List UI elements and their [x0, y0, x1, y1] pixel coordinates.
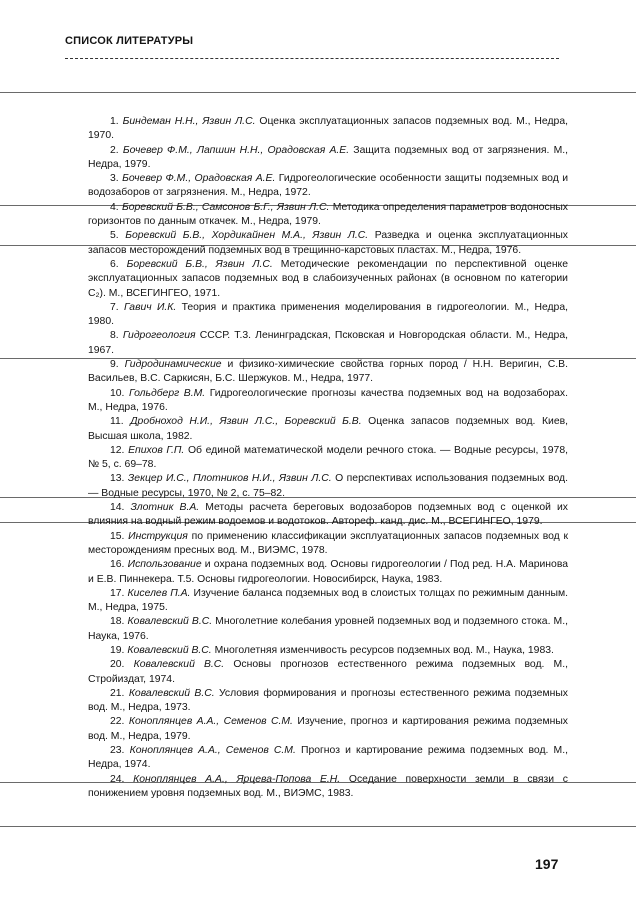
reference-authors: Коноплянцев А.А., Семенов С.М.: [128, 716, 293, 728]
reference-text: Оседание поверхности земли в связи с понижением уровня подземных вод. М., ВИЭМС, 1983.: [88, 773, 569, 799]
reference-text: Методы расчета береговых водозаборов подземных вод с оценкой их влияния на водный режим водоемов и водотоков. Автореф. канд. дис. М., ВСЕГИНГЕО, 1979.: [88, 502, 569, 528]
reference-entry: [88, 329, 568, 358]
reference-authors: Бочевер Ф.М., Орадовская А.Е.: [122, 173, 276, 185]
reference-number: 23.: [110, 745, 125, 757]
reference-number: 10.: [110, 387, 125, 399]
reference-authors: Гольдберг В.М.: [129, 387, 206, 399]
scan-line: [0, 92, 636, 93]
page-number: 197: [535, 856, 559, 872]
reference-entry: [88, 201, 568, 230]
reference-text: Условия формирования и прогнозы естественного режима подземных вод. М., Недра, 1973.: [88, 687, 568, 714]
reference-number: 4.: [110, 201, 119, 213]
reference-entry: [88, 530, 568, 559]
reference-number: 17.: [110, 587, 125, 599]
reference-text: Оценка запасов подземных вод. Киев, Высшая школа, 1982.: [88, 416, 569, 442]
reference-entry: [88, 172, 568, 201]
reference-text: Гидрогеологические прогнозы качества подземных вод на водозаборах. М., Недра, 1976.: [88, 387, 569, 413]
reference-number: 15.: [110, 530, 125, 542]
reference-entry: [88, 558, 568, 587]
reference-authors: Гавич И.К.: [123, 301, 177, 313]
reference-text: Основы прогнозов естественного режима подземных вод. М., Стройиздат, 1974.: [88, 659, 568, 685]
reference-text: Методические рекомендации по перспективной оценке эксплуатационных запасов подземных вод в слабоизученных районах (в основном по категории С₂). М., ВСЕГИНГЕО, 1971.: [88, 258, 569, 299]
reference-authors: Использование: [127, 559, 202, 571]
reference-number: 9.: [110, 359, 119, 371]
reference-entry: [88, 258, 568, 301]
reference-number: 5.: [110, 230, 119, 242]
reference-text: Защита подземных вод от загрязнения. М., Недра, 1979.: [88, 144, 569, 170]
header-divider: [65, 58, 559, 59]
reference-number: 14.: [110, 502, 125, 514]
reference-number: 3.: [110, 173, 119, 185]
reference-authors: Инструкция: [128, 530, 188, 542]
reference-number: 7.: [110, 301, 119, 313]
reference-entry: [88, 658, 568, 687]
reference-number: 8.: [110, 330, 119, 342]
reference-number: 21.: [110, 687, 125, 699]
reference-number: 6.: [110, 258, 119, 270]
reference-entry: [88, 644, 568, 658]
reference-number: 11.: [110, 416, 124, 428]
reference-entry: [88, 415, 568, 444]
reference-entry: [88, 687, 568, 716]
section-title: СПИСОК ЛИТЕРАТУРЫ: [65, 35, 194, 47]
reference-text: Изучение баланса подземных вод в слоистых толщах по режимным данным. М., Недра, 1975.: [88, 587, 568, 614]
reference-text: и физико-химические свойства горных пород / Н.Н. Веригин, С.В. Васильев, В.С. Саркисян, Б.С. Шержуков. М., Недра, 1977.: [88, 359, 568, 385]
reference-number: 16.: [110, 559, 125, 571]
reference-authors: Боревский Б.В., Самсонов Б.Г., Язвин Л.С.: [121, 201, 330, 213]
reference-entry: [88, 387, 568, 416]
reference-entry: [88, 472, 568, 501]
reference-authors: Ковалевский В.С.: [133, 659, 225, 671]
reference-number: 19.: [110, 644, 125, 656]
reference-authors: Ковалевский В.С.: [127, 616, 213, 628]
reference-entry: [88, 773, 568, 802]
reference-number: 13.: [110, 473, 125, 485]
reference-text: О перспективах использования подземных вод. — Водные ресурсы, 1970, № 2, с. 75–82.: [88, 473, 569, 499]
reference-authors: Коноплянцев А.А., Ярцева-Попова Е.Н.: [133, 773, 341, 785]
reference-authors: Гидродинамические: [124, 359, 222, 371]
reference-authors: Боревский Б.В., Язвин Л.С.: [126, 258, 273, 270]
reference-text: Оценка эксплуатационных запасов подземных вод. М., Недра, 1970.: [88, 116, 568, 142]
reference-entry: [88, 144, 568, 173]
reference-text: СССР. Т.3. Ленинградская, Псковская и Новгородская области. М., Недра, 1967.: [88, 330, 569, 356]
reference-authors: Зекцер И.С., Плотников Н.И., Язвин Л.С.: [127, 473, 332, 485]
reference-number: 18.: [110, 616, 125, 628]
reference-entry: [88, 501, 568, 530]
reference-number: 1.: [110, 116, 119, 127]
reference-entry: [88, 715, 568, 744]
reference-text: Теория и практика применения моделирования в гидрогеологии. М., Недра, 1980.: [88, 301, 569, 328]
reference-number: 22.: [110, 716, 125, 728]
reference-text: Методика определения параметров водоносных горизонтов по данным откачек. М., Недра, 1979.: [88, 201, 568, 228]
reference-entry: [88, 444, 568, 473]
reference-entry: [88, 615, 568, 644]
reference-authors: Ковалевский В.С.: [128, 687, 215, 699]
reference-entry: [88, 115, 568, 144]
reference-entry: [88, 358, 568, 387]
reference-authors: Коноплянцев А.А., Семенов С.М.: [129, 745, 296, 757]
reference-text: Многолетние колебания уровней подземных вод и подземного стока. М., Наука, 1976.: [88, 616, 568, 642]
reference-text: Гидрогеологические особенности защиты подземных вод и водозаборов от загрязнения. М., Недра, 1972.: [88, 173, 568, 199]
reference-number: 12.: [110, 444, 125, 456]
reference-authors: Боревский Б.В., Хордикайнен М.А., Язвин Л.С.: [125, 230, 369, 242]
reference-text: Об единой математической модели речного стока. — Водные ресурсы, 1978, № 5, с. 69–78.: [88, 444, 568, 471]
scan-line: [0, 826, 636, 827]
reference-authors: Бочевер Ф.М., Лапшин Н.Н., Орадовская А.Е.: [122, 144, 350, 156]
reference-authors: Киселев П.А.: [127, 587, 191, 599]
reference-entry: [88, 229, 568, 258]
reference-text: и охрана подземных вод. Основы гидрогеологии / Под ред. Н.А. Маринова и Е.В. Пиннекера. Т.5. Основы гидрогеологии. Новосибирск, Наука, 1983.: [88, 559, 568, 585]
reference-authors: Дробноход Н.И., Язвин Л.С., Боревский Б.В.: [130, 416, 362, 428]
reference-text: Разведка и оценка эксплуатационных запасов месторождений подземных вод в трещинно-карстовых пластах. М., Недра, 1976.: [88, 230, 568, 256]
reference-list: [88, 115, 568, 801]
reference-entry: [88, 587, 568, 616]
reference-entry: [88, 301, 568, 330]
reference-number: 24.: [110, 773, 125, 785]
reference-authors: Ковалевский В.С.: [127, 644, 212, 656]
reference-text: Прогноз и картирование режима подземных вод. М., Недра, 1974.: [88, 745, 568, 771]
reference-authors: Епихов Г.П.: [128, 444, 185, 456]
reference-authors: Злотник В.А.: [130, 502, 200, 514]
reference-authors: Гидрогеология: [122, 330, 196, 342]
reference-number: 20.: [110, 659, 125, 671]
reference-text: Изучение, прогноз и картирования режима подземных вод. М., Недра, 1979.: [88, 716, 568, 742]
reference-number: 2.: [110, 144, 119, 156]
reference-authors: Биндеман Н.Н., Язвин Л.С.: [122, 116, 256, 127]
reference-text: Многолетняя изменчивость ресурсов подземных вод. М., Наука, 1983.: [211, 644, 554, 656]
reference-text: по применению классификации эксплуатационных запасов подземных вод к месторождениям пресных вод. М., ВИЭМС, 1978.: [88, 530, 568, 556]
reference-entry: [88, 744, 568, 773]
